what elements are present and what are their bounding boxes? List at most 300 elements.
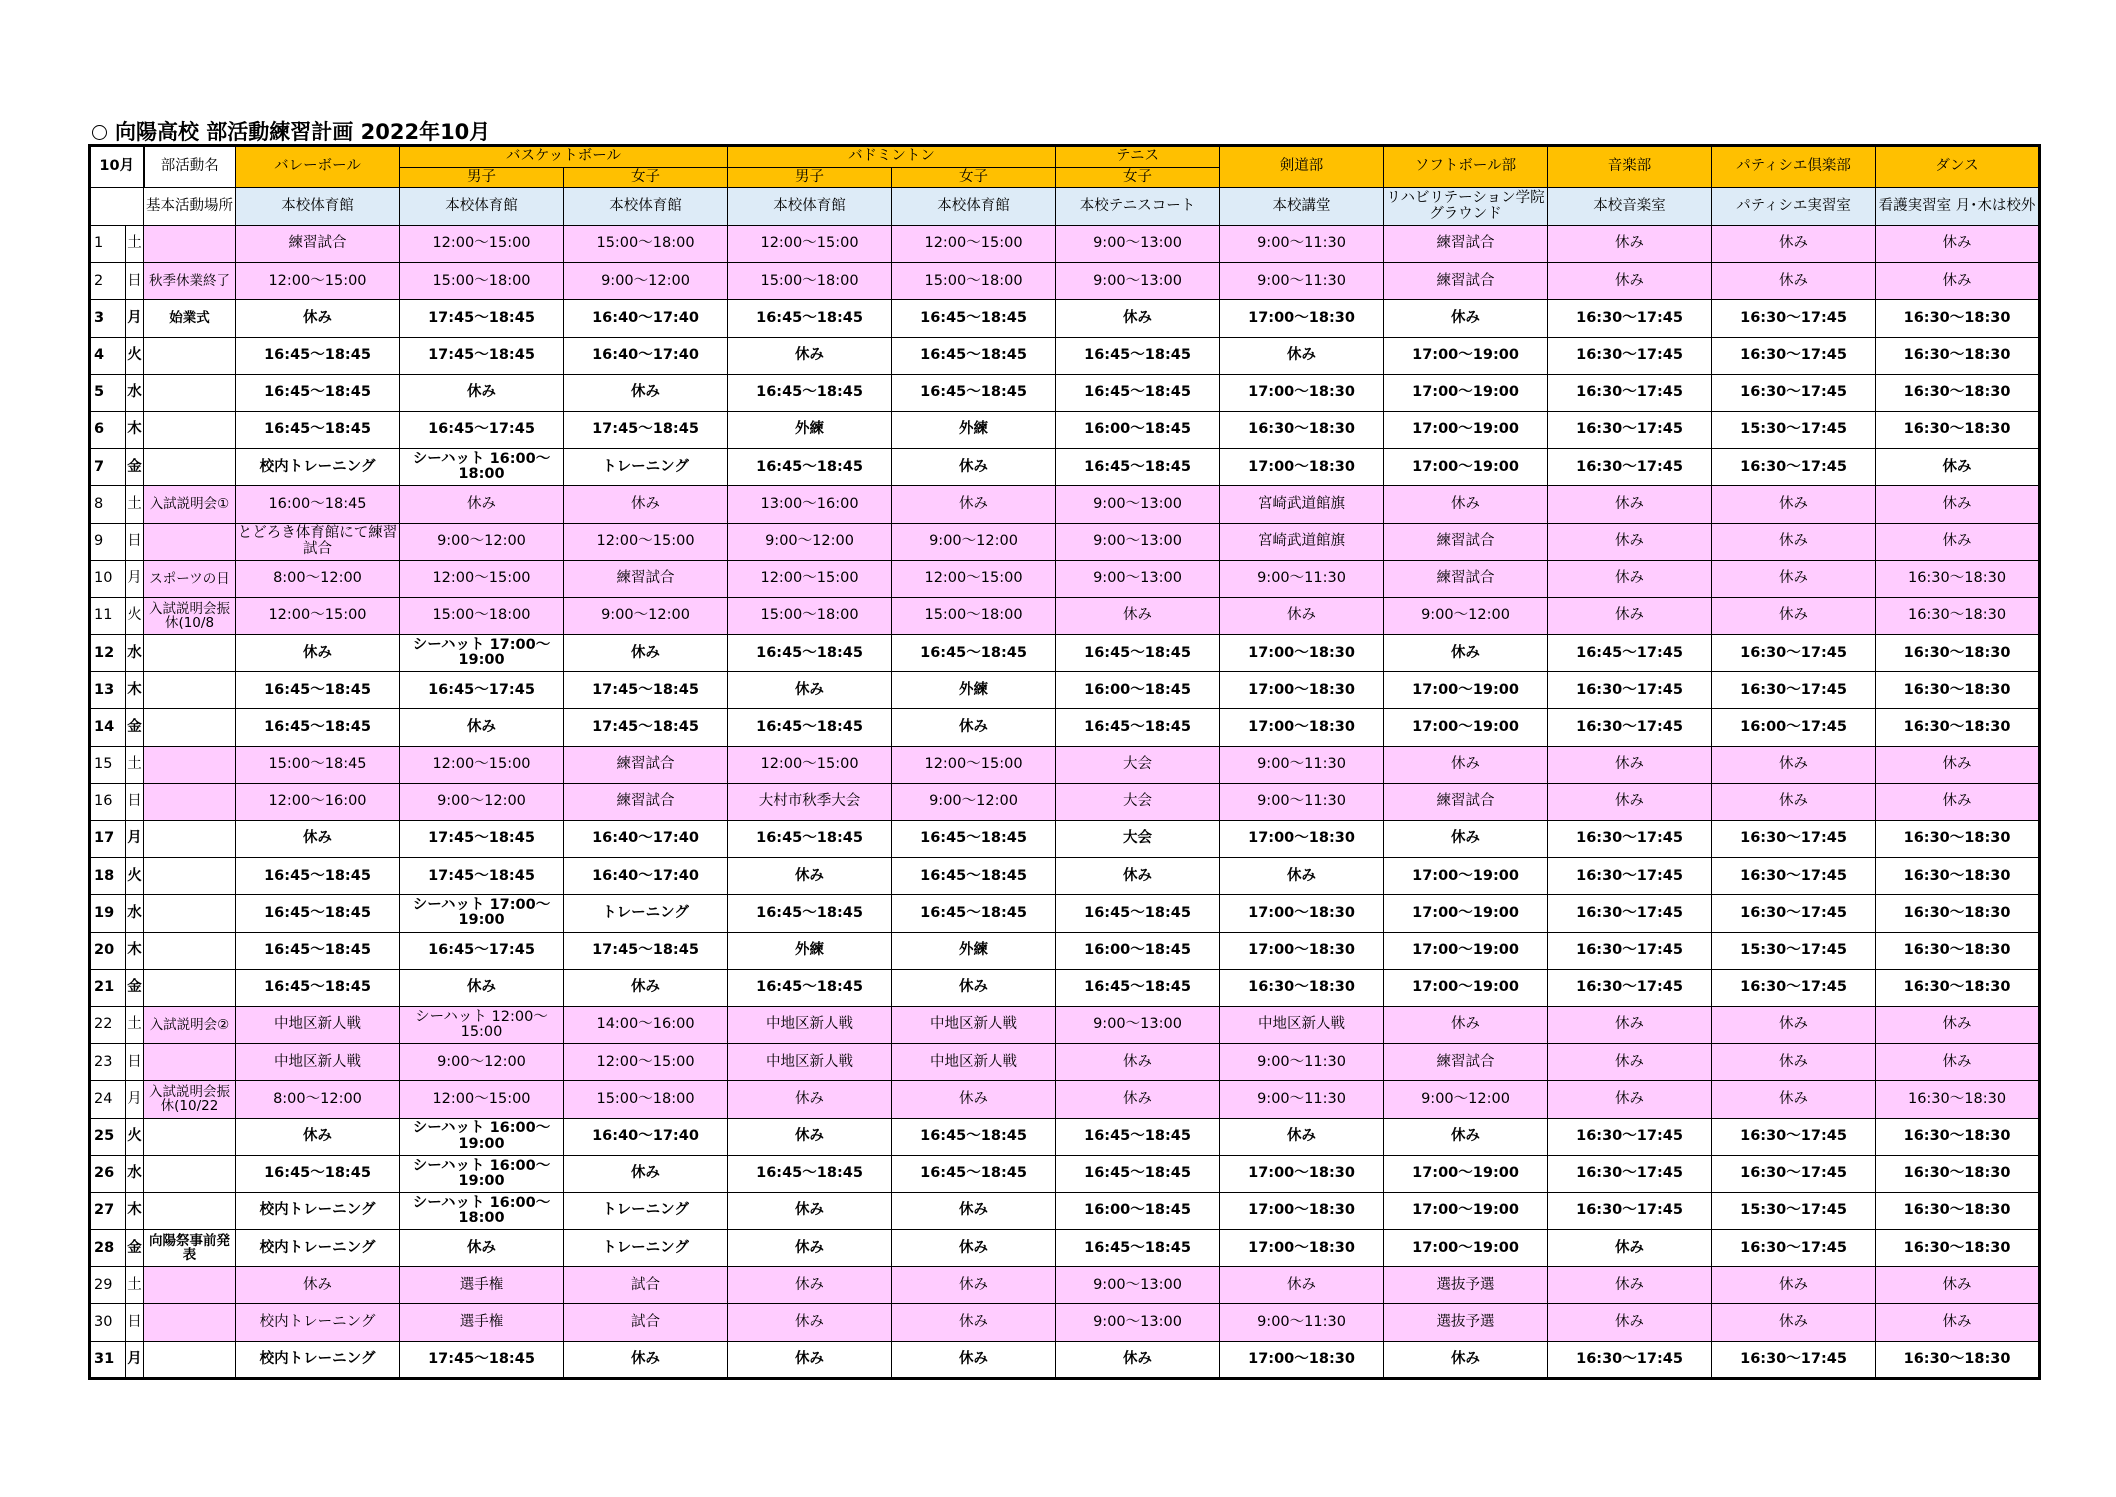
cell-badminton-female: 中地区新人戦 <box>892 1006 1056 1043</box>
day-of-week: 水 <box>126 1155 144 1192</box>
club-label: 部活動名 <box>144 146 236 188</box>
day-of-week: 火 <box>126 597 144 634</box>
cell-basketball-female: 17:45～18:45 <box>564 709 728 746</box>
cell-kendo: 9:00～11:30 <box>1220 1081 1384 1118</box>
table-row <box>90 560 2040 597</box>
cell-basketball-male: 16:45～17:45 <box>400 932 564 969</box>
cell-basketball-female: 休み <box>564 1155 728 1192</box>
cell-kendo: 17:00～18:30 <box>1220 1341 1384 1378</box>
cell-basketball-male: 9:00～12:00 <box>400 1044 564 1081</box>
table-row <box>90 1155 2040 1192</box>
club-tennis: テニス <box>1056 146 1220 168</box>
event-cell <box>144 1155 236 1192</box>
cell-kendo: 17:00～18:30 <box>1220 1230 1384 1267</box>
day-of-week: 月 <box>126 1341 144 1378</box>
cell-basketball-female: 休み <box>564 969 728 1006</box>
cell-music: 16:30～17:45 <box>1548 1192 1712 1229</box>
event-cell <box>144 709 236 746</box>
cell-basketball-male: 17:45～18:45 <box>400 858 564 895</box>
cell-badminton-male: 休み <box>728 1192 892 1229</box>
cell-kendo: 17:00～18:30 <box>1220 895 1384 932</box>
cell-badminton-male: 9:00～12:00 <box>728 523 892 560</box>
cell-basketball-female: 15:00～18:00 <box>564 1081 728 1118</box>
event-cell <box>144 1118 236 1155</box>
cell-dance: 休み <box>1876 783 2040 820</box>
cell-patissier: 16:30～17:45 <box>1712 895 1876 932</box>
cell-dance: 16:30～18:30 <box>1876 635 2040 672</box>
cell-basketball-female: 練習試合 <box>564 783 728 820</box>
cell-badminton-female: 外練 <box>892 932 1056 969</box>
cell-dance: 休み <box>1876 263 2040 300</box>
cell-patissier: 休み <box>1712 1044 1876 1081</box>
cell-badminton-male: 外練 <box>728 932 892 969</box>
cell-volleyball: 休み <box>236 1118 400 1155</box>
table-row <box>90 411 2040 448</box>
cell-kendo: 17:00～18:30 <box>1220 635 1384 672</box>
cell-basketball-male: 休み <box>400 486 564 523</box>
event-cell <box>144 1304 236 1341</box>
cell-basketball-male: 17:45～18:45 <box>400 821 564 858</box>
cell-volleyball: 8:00～12:00 <box>236 1081 400 1118</box>
cell-basketball-female: 17:45～18:45 <box>564 672 728 709</box>
cell-basketball-male: 16:45～17:45 <box>400 411 564 448</box>
cell-patissier: 16:30～17:45 <box>1712 300 1876 337</box>
day-of-week: 日 <box>126 1304 144 1341</box>
cell-softball: 17:00～19:00 <box>1384 449 1548 486</box>
cell-dance: 16:30～18:30 <box>1876 374 2040 411</box>
day-number: 13 <box>90 672 126 709</box>
day-of-week: 日 <box>126 783 144 820</box>
cell-kendo: 16:30～18:30 <box>1220 969 1384 1006</box>
cell-volleyball: 16:45～18:45 <box>236 858 400 895</box>
cell-badminton-male: 16:45～18:45 <box>728 635 892 672</box>
cell-basketball-male: 9:00～12:00 <box>400 523 564 560</box>
cell-music: 16:30～17:45 <box>1548 411 1712 448</box>
table-row <box>90 374 2040 411</box>
cell-kendo: 17:00～18:30 <box>1220 932 1384 969</box>
cell-basketball-male: 12:00～15:00 <box>400 1081 564 1118</box>
day-number: 31 <box>90 1341 126 1378</box>
cell-dance: 16:30～18:30 <box>1876 411 2040 448</box>
cell-badminton-female: 休み <box>892 1192 1056 1229</box>
cell-patissier: 16:30～17:45 <box>1712 337 1876 374</box>
day-number: 15 <box>90 746 126 783</box>
day-number: 4 <box>90 337 126 374</box>
table-row <box>90 1118 2040 1155</box>
event-cell <box>144 226 236 263</box>
event-cell: 秋季休業終了 <box>144 263 236 300</box>
cell-patissier: 16:30～17:45 <box>1712 821 1876 858</box>
cell-tennis: 9:00～13:00 <box>1056 523 1220 560</box>
cell-basketball-female: 9:00～12:00 <box>564 597 728 634</box>
cell-music: 16:30～17:45 <box>1548 672 1712 709</box>
table-row <box>90 1006 2040 1043</box>
day-of-week: 土 <box>126 226 144 263</box>
cell-music: 休み <box>1548 1267 1712 1304</box>
cell-patissier: 16:30～17:45 <box>1712 969 1876 1006</box>
cell-kendo: 17:00～18:30 <box>1220 1192 1384 1229</box>
table-row <box>90 337 2040 374</box>
day-number: 29 <box>90 1267 126 1304</box>
cell-basketball-male: シーハット 12:00～15:00 <box>400 1006 564 1043</box>
cell-music: 休み <box>1548 560 1712 597</box>
day-number: 22 <box>90 1006 126 1043</box>
cell-patissier: 休み <box>1712 1006 1876 1043</box>
cell-dance: 16:30～18:30 <box>1876 672 2040 709</box>
basketball-female: 女子 <box>564 168 728 188</box>
day-number: 23 <box>90 1044 126 1081</box>
cell-dance: 休み <box>1876 1006 2040 1043</box>
cell-softball: 休み <box>1384 746 1548 783</box>
cell-softball: 休み <box>1384 1006 1548 1043</box>
day-of-week: 月 <box>126 1081 144 1118</box>
cell-basketball-male: シーハット 17:00～19:00 <box>400 895 564 932</box>
cell-tennis: 大会 <box>1056 746 1220 783</box>
cell-tennis: 16:00～18:45 <box>1056 1192 1220 1229</box>
cell-tennis: 16:00～18:45 <box>1056 932 1220 969</box>
cell-softball: 17:00～19:00 <box>1384 374 1548 411</box>
cell-badminton-female: 休み <box>892 1341 1056 1378</box>
cell-basketball-male: シーハット 16:00～18:00 <box>400 1192 564 1229</box>
cell-softball: 9:00～12:00 <box>1384 1081 1548 1118</box>
cell-badminton-male: 16:45～18:45 <box>728 969 892 1006</box>
cell-patissier: 休み <box>1712 746 1876 783</box>
day-of-week: 土 <box>126 486 144 523</box>
cell-patissier: 16:30～17:45 <box>1712 1230 1876 1267</box>
cell-tennis: 9:00～13:00 <box>1056 1267 1220 1304</box>
cell-badminton-male: 16:45～18:45 <box>728 895 892 932</box>
event-cell <box>144 1192 236 1229</box>
cell-dance: 16:30～18:30 <box>1876 895 2040 932</box>
cell-patissier: 16:30～17:45 <box>1712 1155 1876 1192</box>
cell-basketball-female: 休み <box>564 486 728 523</box>
place-basketball-female: 本校体育館 <box>564 188 728 226</box>
cell-dance: 16:30～18:30 <box>1876 1081 2040 1118</box>
cell-basketball-female: 16:40～17:40 <box>564 300 728 337</box>
cell-badminton-female: 16:45～18:45 <box>892 300 1056 337</box>
cell-kendo: 中地区新人戦 <box>1220 1006 1384 1043</box>
cell-kendo: 16:30～18:30 <box>1220 411 1384 448</box>
cell-patissier: 休み <box>1712 1081 1876 1118</box>
day-number: 11 <box>90 597 126 634</box>
cell-badminton-female: 外練 <box>892 411 1056 448</box>
cell-kendo: 9:00～11:30 <box>1220 783 1384 820</box>
cell-badminton-female: 16:45～18:45 <box>892 374 1056 411</box>
schedule-table <box>88 144 2041 1380</box>
cell-patissier: 休み <box>1712 1304 1876 1341</box>
day-number: 2 <box>90 263 126 300</box>
cell-badminton-female: 休み <box>892 486 1056 523</box>
day-number: 14 <box>90 709 126 746</box>
cell-music: 休み <box>1548 523 1712 560</box>
cell-tennis: 16:45～18:45 <box>1056 449 1220 486</box>
cell-basketball-female: 試合 <box>564 1267 728 1304</box>
cell-basketball-male: 休み <box>400 374 564 411</box>
cell-badminton-male: 休み <box>728 858 892 895</box>
table-row <box>90 1267 2040 1304</box>
table-row <box>90 1341 2040 1378</box>
cell-tennis: 16:00～18:45 <box>1056 672 1220 709</box>
cell-patissier: 16:30～17:45 <box>1712 672 1876 709</box>
cell-music: 休み <box>1548 746 1712 783</box>
table-row <box>90 597 2040 634</box>
cell-music: 16:30～17:45 <box>1548 449 1712 486</box>
cell-music: 休み <box>1548 1044 1712 1081</box>
page-title: 向陽高校 部活動練習計画 2022年10月 <box>92 116 490 146</box>
cell-volleyball: 休み <box>236 821 400 858</box>
cell-basketball-female: 9:00～12:00 <box>564 263 728 300</box>
club-basketball: バスケットボール <box>400 146 728 168</box>
event-cell <box>144 858 236 895</box>
cell-badminton-male: 13:00～16:00 <box>728 486 892 523</box>
cell-volleyball: 16:45～18:45 <box>236 709 400 746</box>
cell-kendo: 休み <box>1220 1118 1384 1155</box>
cell-softball: 練習試合 <box>1384 1044 1548 1081</box>
day-number: 20 <box>90 932 126 969</box>
club-kendo: 剣道部 <box>1220 146 1384 188</box>
table-row <box>90 932 2040 969</box>
cell-badminton-female: 16:45～18:45 <box>892 1118 1056 1155</box>
cell-basketball-male: 休み <box>400 969 564 1006</box>
cell-patissier: 休み <box>1712 523 1876 560</box>
cell-badminton-female: 休み <box>892 1267 1056 1304</box>
day-number: 21 <box>90 969 126 1006</box>
cell-softball: 17:00～19:00 <box>1384 895 1548 932</box>
place-kendo: 本校講堂 <box>1220 188 1384 226</box>
cell-music: 休み <box>1548 597 1712 634</box>
cell-basketball-male: 16:45～17:45 <box>400 672 564 709</box>
cell-dance: 16:30～18:30 <box>1876 1155 2040 1192</box>
cell-tennis: 9:00～13:00 <box>1056 226 1220 263</box>
cell-dance: 休み <box>1876 1267 2040 1304</box>
table-row <box>90 523 2040 560</box>
cell-softball: 休み <box>1384 1118 1548 1155</box>
event-cell <box>144 969 236 1006</box>
cell-badminton-male: 休み <box>728 1081 892 1118</box>
event-cell <box>144 1267 236 1304</box>
cell-volleyball: 8:00～12:00 <box>236 560 400 597</box>
cell-badminton-male: 15:00～18:00 <box>728 263 892 300</box>
event-cell <box>144 783 236 820</box>
cell-basketball-male: 15:00～18:00 <box>400 263 564 300</box>
place-label: 基本活動場所 <box>144 188 236 226</box>
cell-tennis: 16:45～18:45 <box>1056 709 1220 746</box>
cell-kendo: 17:00～18:30 <box>1220 374 1384 411</box>
cell-volleyball: 16:45～18:45 <box>236 1155 400 1192</box>
cell-badminton-female: 休み <box>892 969 1056 1006</box>
tennis-female: 女子 <box>1056 168 1220 188</box>
day-of-week: 日 <box>126 1044 144 1081</box>
day-number: 25 <box>90 1118 126 1155</box>
cell-music: 16:30～17:45 <box>1548 1155 1712 1192</box>
cell-badminton-male: 16:45～18:45 <box>728 709 892 746</box>
place-badminton-female: 本校体育館 <box>892 188 1056 226</box>
day-of-week: 火 <box>126 1118 144 1155</box>
cell-tennis: 休み <box>1056 1044 1220 1081</box>
day-of-week: 火 <box>126 337 144 374</box>
cell-volleyball: 校内トレーニング <box>236 1304 400 1341</box>
badminton-female: 女子 <box>892 168 1056 188</box>
event-cell <box>144 449 236 486</box>
cell-kendo: 休み <box>1220 337 1384 374</box>
cell-softball: 休み <box>1384 1341 1548 1378</box>
cell-kendo: 9:00～11:30 <box>1220 560 1384 597</box>
cell-basketball-female: 練習試合 <box>564 560 728 597</box>
cell-basketball-male: シーハット 16:00～18:00 <box>400 449 564 486</box>
cell-dance: 16:30～18:30 <box>1876 337 2040 374</box>
day-number: 9 <box>90 523 126 560</box>
cell-basketball-female: 17:45～18:45 <box>564 932 728 969</box>
cell-softball: 休み <box>1384 635 1548 672</box>
cell-tennis: 16:45～18:45 <box>1056 374 1220 411</box>
cell-softball: 休み <box>1384 486 1548 523</box>
event-cell <box>144 411 236 448</box>
day-number: 19 <box>90 895 126 932</box>
cell-volleyball: 中地区新人戦 <box>236 1044 400 1081</box>
day-number: 10 <box>90 560 126 597</box>
cell-basketball-female: 12:00～15:00 <box>564 1044 728 1081</box>
cell-music: 休み <box>1548 1304 1712 1341</box>
cell-tennis: 16:00～18:45 <box>1056 411 1220 448</box>
cell-volleyball: 16:45～18:45 <box>236 672 400 709</box>
cell-basketball-male: シーハット 17:00～19:00 <box>400 635 564 672</box>
cell-softball: 9:00～12:00 <box>1384 597 1548 634</box>
cell-kendo: 9:00～11:30 <box>1220 1304 1384 1341</box>
cell-dance: 16:30～18:30 <box>1876 858 2040 895</box>
table-row <box>90 263 2040 300</box>
cell-dance: 休み <box>1876 1304 2040 1341</box>
day-of-week: 木 <box>126 1192 144 1229</box>
cell-volleyball: とどろき体育館にて練習試合 <box>236 523 400 560</box>
day-number: 30 <box>90 1304 126 1341</box>
day-number: 1 <box>90 226 126 263</box>
cell-volleyball: 16:45～18:45 <box>236 932 400 969</box>
cell-kendo: 9:00～11:30 <box>1220 226 1384 263</box>
event-cell <box>144 932 236 969</box>
table-row <box>90 226 2040 263</box>
cell-badminton-male: 16:45～18:45 <box>728 374 892 411</box>
cell-music: 休み <box>1548 783 1712 820</box>
cell-basketball-male: 12:00～15:00 <box>400 560 564 597</box>
day-number: 18 <box>90 858 126 895</box>
place-badminton-male: 本校体育館 <box>728 188 892 226</box>
cell-patissier: 休み <box>1712 1267 1876 1304</box>
cell-badminton-male: 12:00～15:00 <box>728 746 892 783</box>
cell-patissier: 15:30～17:45 <box>1712 1192 1876 1229</box>
cell-dance: 休み <box>1876 1044 2040 1081</box>
cell-badminton-male: 16:45～18:45 <box>728 821 892 858</box>
day-number: 28 <box>90 1230 126 1267</box>
table-row <box>90 672 2040 709</box>
table-row <box>90 858 2040 895</box>
event-cell <box>144 523 236 560</box>
cell-patissier: 休み <box>1712 486 1876 523</box>
cell-music: 16:30～17:45 <box>1548 895 1712 932</box>
place-music: 本校音楽室 <box>1548 188 1712 226</box>
cell-softball: 選抜予選 <box>1384 1267 1548 1304</box>
table-row <box>90 821 2040 858</box>
cell-kendo: 休み <box>1220 597 1384 634</box>
cell-badminton-female: 12:00～15:00 <box>892 746 1056 783</box>
club-badminton: バドミントン <box>728 146 1056 168</box>
cell-badminton-female: 16:45～18:45 <box>892 635 1056 672</box>
cell-basketball-female: 練習試合 <box>564 746 728 783</box>
circle-icon <box>92 125 107 140</box>
table-row <box>90 449 2040 486</box>
cell-kendo: 9:00～11:30 <box>1220 1044 1384 1081</box>
cell-basketball-male: 選手権 <box>400 1267 564 1304</box>
cell-dance: 16:30～18:30 <box>1876 709 2040 746</box>
day-of-week: 水 <box>126 895 144 932</box>
cell-badminton-female: 16:45～18:45 <box>892 895 1056 932</box>
cell-basketball-female: 休み <box>564 374 728 411</box>
cell-kendo: 17:00～18:30 <box>1220 1155 1384 1192</box>
place-volleyball: 本校体育館 <box>236 188 400 226</box>
cell-softball: 17:00～19:00 <box>1384 932 1548 969</box>
event-cell <box>144 672 236 709</box>
cell-patissier: 休み <box>1712 226 1876 263</box>
cell-softball: 練習試合 <box>1384 783 1548 820</box>
cell-badminton-female: 休み <box>892 449 1056 486</box>
cell-dance: 休み <box>1876 746 2040 783</box>
day-number: 7 <box>90 449 126 486</box>
cell-music: 16:30～17:45 <box>1548 932 1712 969</box>
cell-basketball-female: 12:00～15:00 <box>564 523 728 560</box>
cell-softball: 17:00～19:00 <box>1384 858 1548 895</box>
cell-volleyball: 練習試合 <box>236 226 400 263</box>
table-row <box>90 1044 2040 1081</box>
cell-volleyball: 16:00～18:45 <box>236 486 400 523</box>
day-of-week: 金 <box>126 709 144 746</box>
cell-tennis: 16:45～18:45 <box>1056 1118 1220 1155</box>
place-softball: リハビリテーション学院グラウンド <box>1384 188 1548 226</box>
cell-badminton-female: 9:00～12:00 <box>892 783 1056 820</box>
cell-patissier: 16:30～17:45 <box>1712 1118 1876 1155</box>
cell-basketball-male: 9:00～12:00 <box>400 783 564 820</box>
day-of-week: 土 <box>126 1006 144 1043</box>
cell-dance: 休み <box>1876 226 2040 263</box>
cell-dance: 16:30～18:30 <box>1876 1230 2040 1267</box>
cell-kendo: 17:00～18:30 <box>1220 709 1384 746</box>
cell-badminton-female: 12:00～15:00 <box>892 226 1056 263</box>
cell-basketball-female: トレーニング <box>564 1230 728 1267</box>
cell-dance: 16:30～18:30 <box>1876 932 2040 969</box>
table-row <box>90 746 2040 783</box>
cell-badminton-female: 16:45～18:45 <box>892 1155 1056 1192</box>
club-softball: ソフトボール部 <box>1384 146 1548 188</box>
day-of-week: 月 <box>126 560 144 597</box>
cell-badminton-male: 15:00～18:00 <box>728 597 892 634</box>
cell-volleyball: 中地区新人戦 <box>236 1006 400 1043</box>
cell-patissier: 16:30～17:45 <box>1712 1341 1876 1378</box>
table-row <box>90 300 2040 337</box>
day-of-week: 月 <box>126 300 144 337</box>
table-row <box>90 783 2040 820</box>
cell-basketball-female: 16:40～17:40 <box>564 858 728 895</box>
cell-music: 16:30～17:45 <box>1548 300 1712 337</box>
month-header: 10月 <box>90 146 144 188</box>
cell-badminton-female: 16:45～18:45 <box>892 337 1056 374</box>
cell-dance: 16:30～18:30 <box>1876 969 2040 1006</box>
cell-badminton-female: 休み <box>892 709 1056 746</box>
cell-basketball-male: シーハット 16:00～19:00 <box>400 1118 564 1155</box>
day-of-week: 火 <box>126 858 144 895</box>
cell-badminton-female: 12:00～15:00 <box>892 560 1056 597</box>
cell-tennis: 16:45～18:45 <box>1056 969 1220 1006</box>
cell-basketball-female: 試合 <box>564 1304 728 1341</box>
cell-badminton-male: 休み <box>728 1230 892 1267</box>
day-of-week: 日 <box>126 523 144 560</box>
